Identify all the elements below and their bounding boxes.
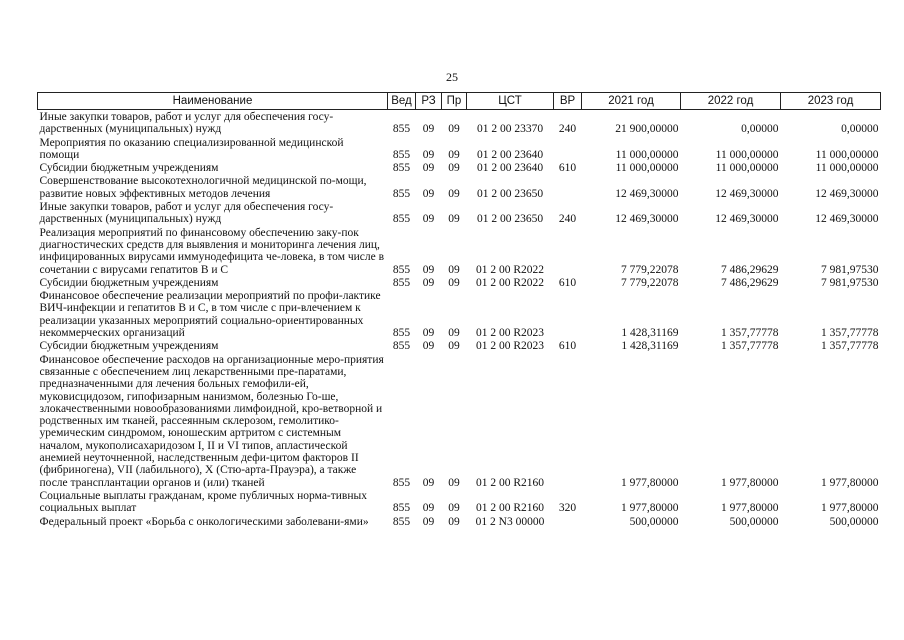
table-row bbox=[38, 289, 881, 339]
row-ved: 855 bbox=[392, 340, 411, 353]
row-ved: 855 bbox=[392, 327, 411, 340]
row-2021: 12 469,30000 bbox=[615, 187, 679, 200]
row-cst: 01 2 00 23640 bbox=[476, 148, 544, 161]
row-2023: 7 981,97530 bbox=[821, 276, 879, 289]
row-vr bbox=[554, 174, 582, 200]
row-pr: 09 bbox=[448, 327, 460, 340]
row-pr: 09 bbox=[448, 263, 460, 276]
row-pr: 09 bbox=[448, 123, 460, 136]
row-pr: 09 bbox=[448, 148, 460, 161]
row-pr: 09 bbox=[448, 340, 460, 353]
table-row bbox=[38, 226, 881, 276]
row-vr bbox=[554, 226, 582, 276]
row-name: Реализация мероприятий по финансовому обеспечению заку-пок диагностических средств для выявления и мониторинга лечения лиц, инфицированных вирусами иммунодефицита че-ловека, в том числе в сочетании с вирусами гепатитов В и С bbox=[39, 226, 385, 276]
header-cst: ЦСТ bbox=[467, 93, 554, 110]
row-rz: 09 bbox=[422, 148, 435, 161]
row-ved: 855 bbox=[392, 162, 411, 175]
row-rz: 09 bbox=[422, 162, 435, 175]
row-ved: 855 bbox=[392, 213, 411, 226]
budget-table bbox=[37, 92, 881, 528]
row-2022: 12 469,30000 bbox=[715, 213, 779, 226]
row-vr bbox=[554, 515, 582, 528]
row-2022: 500,00000 bbox=[729, 515, 779, 528]
row-pr: 09 bbox=[448, 187, 460, 200]
row-2021: 1 428,31169 bbox=[621, 327, 679, 340]
row-vr: 610 bbox=[558, 162, 577, 175]
row-vr: 610 bbox=[558, 340, 577, 353]
table-row bbox=[38, 339, 881, 352]
row-cst: 01 2 00 23640 bbox=[476, 162, 544, 175]
row-cst: 01 2 00 R2023 bbox=[475, 340, 545, 353]
table-row bbox=[38, 353, 881, 489]
row-2021: 21 900,00000 bbox=[615, 123, 679, 136]
row-rz: 09 bbox=[422, 187, 435, 200]
row-cst: 01 2 00 R2023 bbox=[475, 327, 545, 340]
row-2022: 7 486,29629 bbox=[721, 276, 779, 289]
table-row bbox=[38, 276, 881, 289]
row-2022: 11 000,00000 bbox=[715, 148, 779, 161]
row-2021: 7 779,22078 bbox=[621, 263, 679, 276]
row-2022: 1 977,80000 bbox=[721, 502, 779, 515]
row-pr: 09 bbox=[448, 213, 460, 226]
table-row bbox=[38, 489, 881, 515]
row-vr bbox=[554, 353, 582, 489]
row-name: Социальные выплаты гражданам, кроме публичных норма-тивных социальных выплат bbox=[39, 489, 367, 515]
row-2023: 1 977,80000 bbox=[821, 502, 879, 515]
row-ved: 855 bbox=[392, 515, 411, 528]
row-rz: 09 bbox=[422, 123, 435, 136]
row-2023: 1 357,77778 bbox=[821, 340, 879, 353]
row-2023: 12 469,30000 bbox=[815, 187, 879, 200]
header-rz: РЗ bbox=[416, 93, 442, 110]
row-2022: 1 977,80000 bbox=[721, 476, 779, 489]
row-2022: 1 357,77778 bbox=[721, 327, 779, 340]
header-name: Наименование bbox=[38, 93, 388, 110]
row-2021: 500,00000 bbox=[629, 515, 679, 528]
row-vr: 240 bbox=[558, 213, 577, 226]
row-vr: 320 bbox=[558, 502, 577, 515]
header-ved: Вед bbox=[388, 93, 416, 110]
row-name: Иные закупки товаров, работ и услуг для обеспечения госу-дарственных (муниципальных) нужд bbox=[39, 201, 334, 226]
row-2023: 7 981,97530 bbox=[821, 263, 879, 276]
row-cst: 01 2 00 23370 bbox=[476, 123, 544, 136]
row-cst: 01 2 00 R2160 bbox=[475, 476, 545, 489]
row-2022: 0,00000 bbox=[741, 123, 779, 136]
row-rz: 09 bbox=[422, 327, 435, 340]
row-2022: 1 357,77778 bbox=[721, 340, 779, 353]
table-row bbox=[38, 515, 881, 528]
row-rz: 09 bbox=[422, 515, 435, 528]
row-rz: 09 bbox=[422, 502, 435, 515]
row-2023: 11 000,00000 bbox=[815, 162, 879, 175]
row-2021: 11 000,00000 bbox=[615, 162, 679, 175]
row-name: Субсидии бюджетным учреждениям bbox=[39, 162, 219, 175]
row-2023: 500,00000 bbox=[829, 515, 879, 528]
row-rz: 09 bbox=[422, 340, 435, 353]
table-row bbox=[38, 200, 881, 226]
row-name: Финансовое обеспечение расходов на организационные меро-приятия связанные с обеспечением лиц лекарственными пре-паратами, предназначенными для лечения больных гемофили-ей, муковисцидозом, гипофизарным нанизмом, болезнью Го-ше, злокачественными новообразованиями лимфоидной, кро-ветворной и родственных им тканей, рассеянным склерозом, гемолитико-уремическим синдромом, юношеским артритом с системным началом, мукополисахаридозом I, II и VI типов, апластической анемией неуточненной, наследственным дефи-цитом факторов II (фибриногена), VII (лабильного), X (Стю-арта-Прауэра), а также после трансплантации органов и (или) тканей bbox=[39, 353, 384, 489]
row-2022: 7 486,29629 bbox=[721, 263, 779, 276]
row-pr: 09 bbox=[448, 276, 460, 289]
row-2021: 1 977,80000 bbox=[621, 502, 679, 515]
row-name: Федеральный проект «Борьба с онкологическими заболевани-ями» bbox=[39, 515, 369, 528]
row-2023: 11 000,00000 bbox=[815, 148, 879, 161]
table-row bbox=[38, 161, 881, 174]
row-vr: 240 bbox=[558, 123, 577, 136]
row-rz: 09 bbox=[422, 476, 435, 489]
row-cst: 01 2 N3 00000 bbox=[475, 515, 545, 528]
row-2021: 11 000,00000 bbox=[615, 148, 679, 161]
row-2022: 12 469,30000 bbox=[715, 187, 779, 200]
row-cst: 01 2 00 23650 bbox=[476, 213, 544, 226]
row-vr bbox=[554, 289, 582, 339]
row-ved: 855 bbox=[392, 123, 411, 136]
row-2021: 7 779,22078 bbox=[621, 276, 679, 289]
row-name: Финансовое обеспечение реализации мероприятий по профи-лактике ВИЧ-инфекции и гепатитов В и С, в том числе с при-влечением к реализации указанных мероприятий социально-ориентированных некоммерческих организаций bbox=[39, 290, 381, 340]
row-ved: 855 bbox=[392, 476, 411, 489]
row-2021: 1 428,31169 bbox=[621, 340, 679, 353]
row-cst: 01 2 00 R2022 bbox=[475, 276, 545, 289]
row-ved: 855 bbox=[392, 276, 411, 289]
row-rz: 09 bbox=[422, 276, 435, 289]
row-2023: 1 977,80000 bbox=[821, 476, 879, 489]
row-pr: 09 bbox=[448, 476, 460, 489]
row-vr: 610 bbox=[558, 276, 577, 289]
row-name: Совершенствование высокотехнологичной медицинской по-мощи, развитие новых эффективных методов лечения bbox=[39, 175, 367, 200]
row-name: Субсидии бюджетным учреждениям bbox=[39, 340, 219, 353]
row-cst: 01 2 00 R2022 bbox=[475, 263, 545, 276]
row-2023: 1 357,77778 bbox=[821, 327, 879, 340]
row-pr: 09 bbox=[448, 515, 460, 528]
row-2023: 12 469,30000 bbox=[815, 213, 879, 226]
row-pr: 09 bbox=[448, 502, 460, 515]
row-2023: 0,00000 bbox=[841, 123, 879, 136]
header-2022: 2022 год bbox=[681, 93, 781, 110]
row-name: Субсидии бюджетным учреждениям bbox=[39, 276, 219, 289]
table-row bbox=[38, 110, 881, 136]
header-2021: 2021 год bbox=[582, 93, 681, 110]
row-ved: 855 bbox=[392, 148, 411, 161]
row-pr: 09 bbox=[448, 162, 460, 175]
row-2022: 11 000,00000 bbox=[715, 162, 779, 175]
row-rz: 09 bbox=[422, 213, 435, 226]
header-2023: 2023 год bbox=[781, 93, 881, 110]
page-number: 25 bbox=[446, 70, 458, 84]
row-ved: 855 bbox=[392, 502, 411, 515]
row-name: Иные закупки товаров, работ и услуг для обеспечения госу-дарственных (муниципальных) нужд bbox=[39, 111, 334, 136]
row-2021: 1 977,80000 bbox=[621, 476, 679, 489]
row-vr bbox=[554, 136, 582, 162]
row-cst: 01 2 00 23650 bbox=[476, 187, 544, 200]
table-header-row bbox=[38, 93, 881, 110]
row-rz: 09 bbox=[422, 263, 435, 276]
header-vr: ВР bbox=[554, 93, 582, 110]
row-name: Мероприятия по оказанию специализированной медицинской помощи bbox=[39, 136, 344, 161]
row-cst: 01 2 00 R2160 bbox=[475, 502, 545, 515]
table-row bbox=[38, 174, 881, 200]
row-ved: 855 bbox=[392, 187, 411, 200]
row-2021: 12 469,30000 bbox=[615, 213, 679, 226]
row-ved: 855 bbox=[392, 263, 411, 276]
table-row bbox=[38, 136, 881, 162]
header-pr: Пр bbox=[442, 93, 467, 110]
